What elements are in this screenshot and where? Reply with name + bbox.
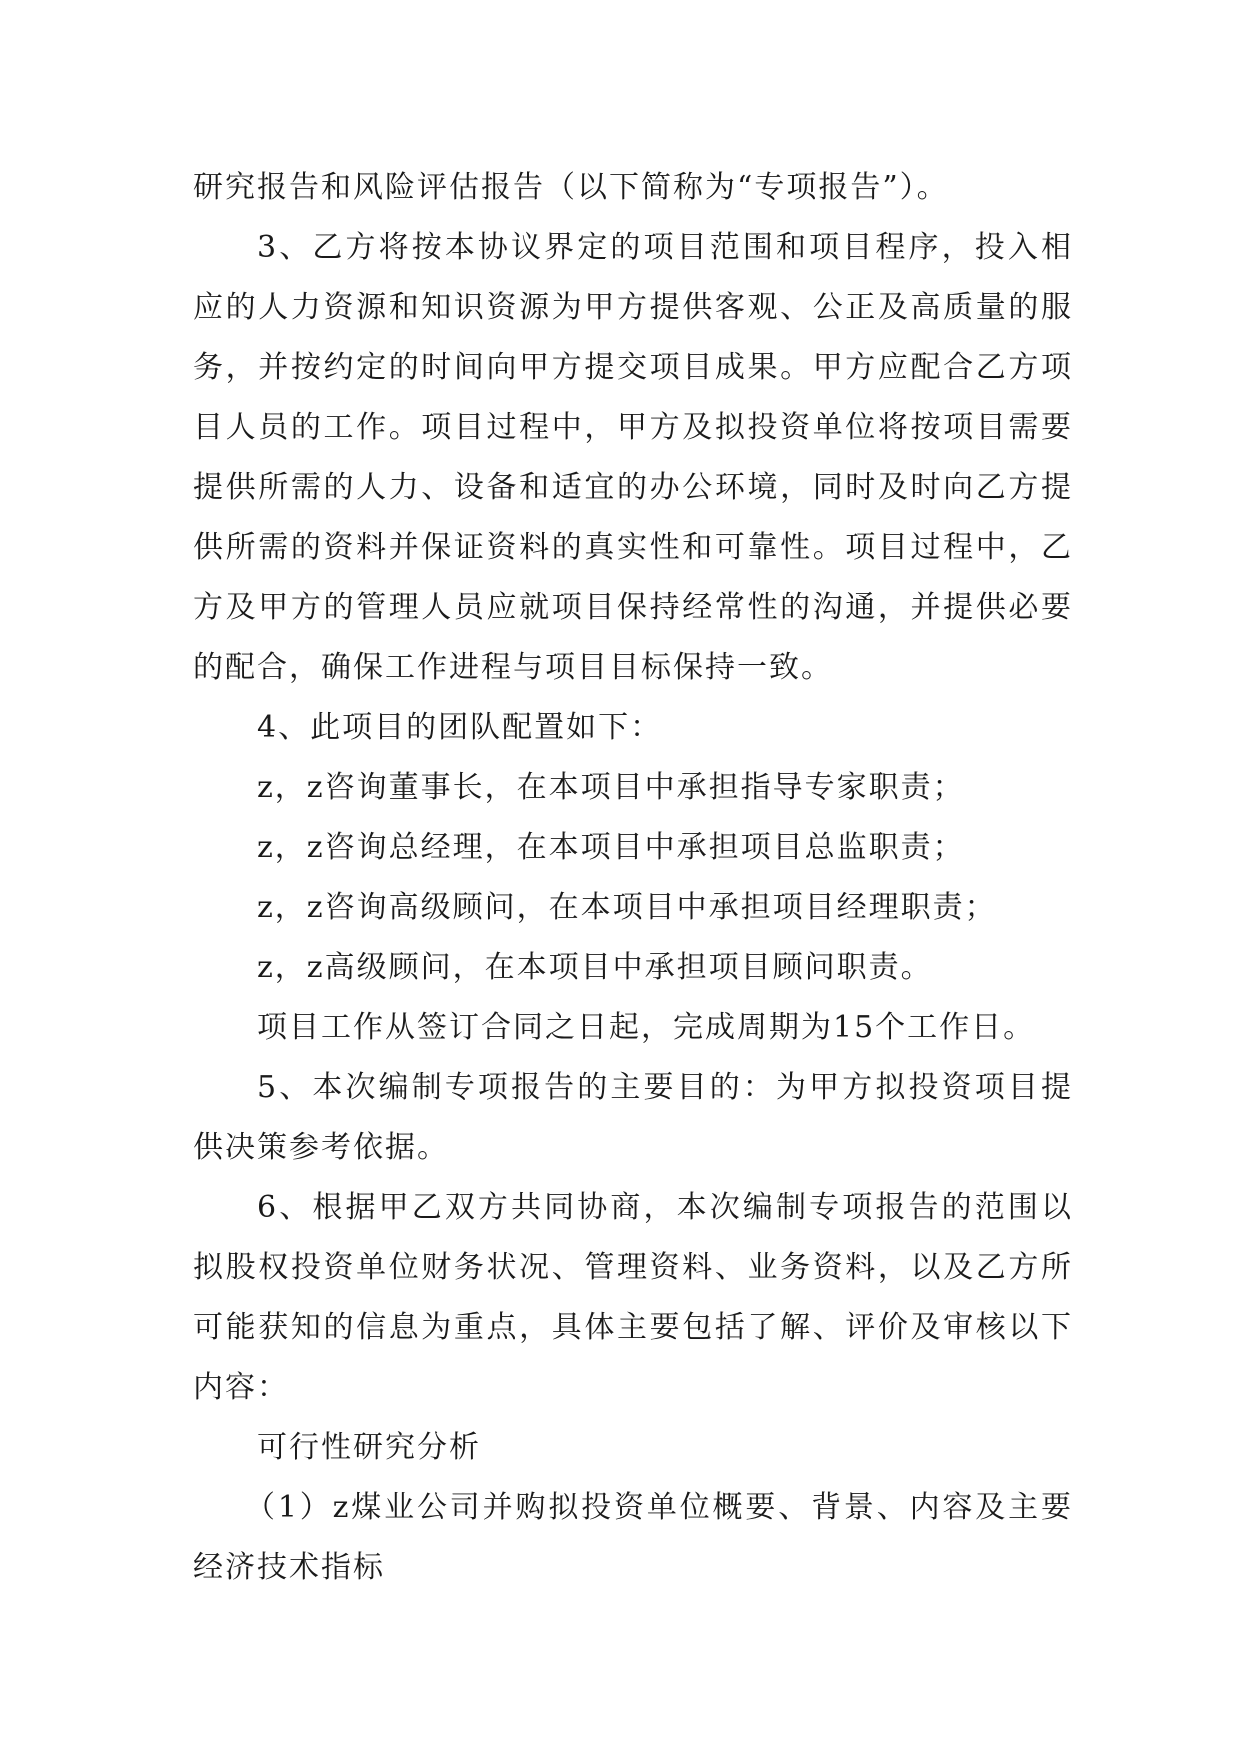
document-body	[193, 158, 1073, 1598]
section-heading-feasibility: 可行性研究分析	[257, 1430, 481, 1465]
paragraph-clause-3: 3、乙方将按本协议界定的项目范围和项目程序，投入相应的人力资源和知识资源为甲方提供客观、公正及高质量的服务，并按约定的时间向甲方提交项目成果。甲方应配合乙方项目人员的工作。项目过程中，甲方及拟投资单位将按项目需要提供所需的人力、设备和适宜的办公环境，同时及时向乙方提供所需的资料并保证资料的真实性和可靠性。项目过程中，乙方及甲方的管理人员应就项目保持经常性的沟通，并提供必要的配合，确保工作进程与项目目标保持一致。	[193, 230, 1073, 685]
paragraph-report-names: 研究报告和风险评估报告（以下简称为“专项报告”）。	[193, 170, 949, 205]
paragraph-clause-5: 5、本次编制专项报告的主要目的：为甲方拟投资项目提供决策参考依据。	[193, 1070, 1073, 1165]
team-member-senior-consultant: z，z咨询高级顾问，在本项目中承担项目经理职责；	[257, 890, 997, 925]
team-member-general-manager: z，z咨询总经理，在本项目中承担项目总监职责；	[257, 830, 965, 865]
paragraph-project-period: 项目工作从签订合同之日起，完成周期为15个工作日。	[257, 1010, 1036, 1045]
team-member-chairman: z，z咨询董事长，在本项目中承担指导专家职责；	[257, 770, 965, 805]
list-item-1: （1）z煤业公司并购拟投资单位概要、背景、内容及主要经济技术指标	[193, 1490, 1073, 1585]
team-member-advisor: z，z高级顾问，在本项目中承担项目顾问职责。	[257, 950, 933, 985]
paragraph-clause-6: 6、根据甲乙双方共同协商，本次编制专项报告的范围以拟股权投资单位财务状况、管理资料、业务资料，以及乙方所可能获知的信息为重点，具体主要包括了解、评价及审核以下内容：	[193, 1190, 1073, 1405]
paragraph-clause-4: 4、此项目的团队配置如下：	[257, 710, 663, 745]
